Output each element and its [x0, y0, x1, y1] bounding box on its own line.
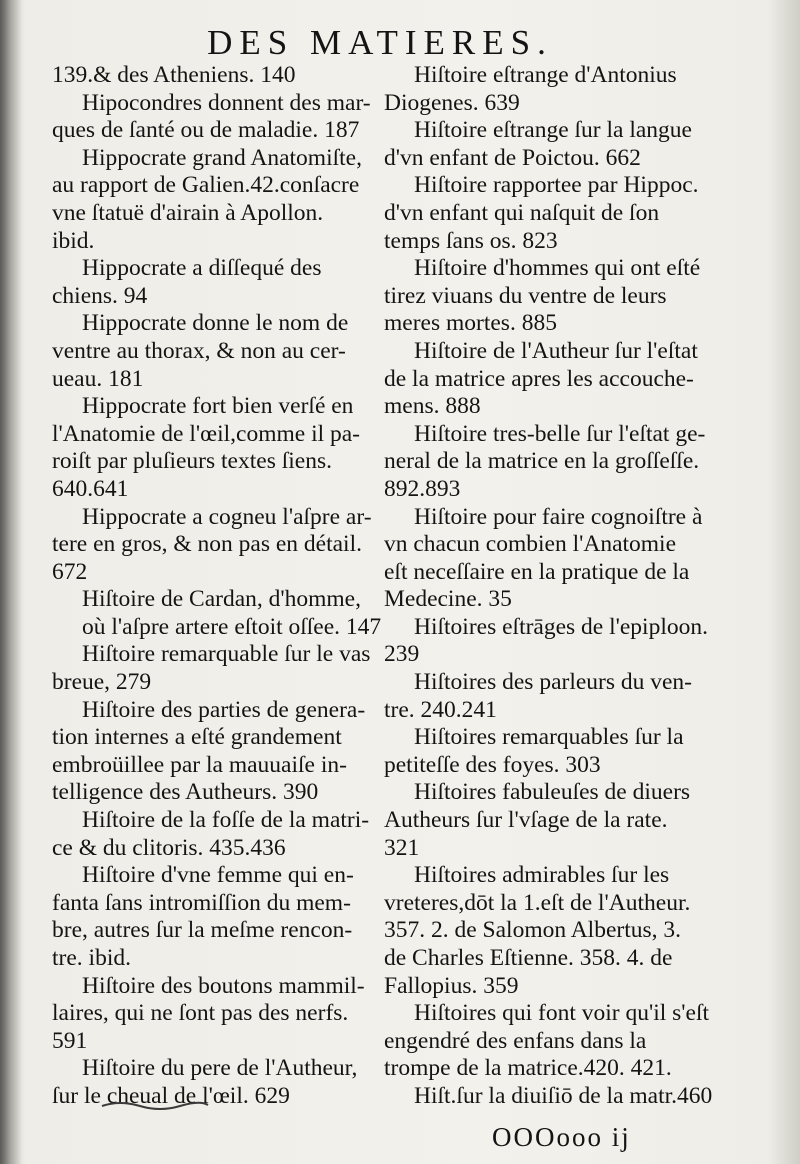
- right-line: mens. 888: [384, 393, 481, 420]
- right-line: de la matrice apres les accouche-: [384, 365, 694, 392]
- right-line: Hiſtoires eſtrāges de l'epiploon.: [414, 613, 708, 640]
- right-line: Hiſtoire pour faire cognoiſtre à: [414, 503, 703, 530]
- right-line: temps ſans os. 823: [384, 227, 558, 254]
- left-line: ibid.: [52, 227, 95, 254]
- right-column: [384, 62, 714, 1111]
- left-line: au rapport de Galien.42.conſacre: [52, 172, 360, 199]
- left-line: vne ſtatuë d'airain à Apollon.: [52, 199, 324, 226]
- left-line: où l'aſpre artere eſtoit oſſee. 147: [82, 613, 382, 640]
- left-line: ſur le cheual de l'œil. 629: [52, 1082, 290, 1109]
- right-line: engendré des enfans dans la: [384, 1027, 647, 1054]
- right-line: Hiſtoire eſtrange ſur la langue: [414, 117, 692, 144]
- left-line: tre. ibid.: [52, 945, 131, 971]
- left-line: Hiſtoire d'vne femme qui en-: [82, 862, 354, 889]
- left-line: Hippocrate donne le nom de: [82, 310, 349, 337]
- right-line: trompe de la matrice.420. 421.: [384, 1055, 672, 1082]
- left-line: Hippocrate a diſſequé des: [82, 255, 322, 282]
- right-line: Hiſtoires des parleurs du ven-: [414, 669, 693, 696]
- right-line: Diogenes. 639: [384, 89, 520, 116]
- page-header: DES MATIERES.: [207, 23, 553, 62]
- right-line: petiteſſe des foyes. 303: [384, 751, 601, 778]
- left-line: ventre au thorax, & non au cer-: [52, 337, 346, 364]
- left-line: tion internes a eſté grandement: [52, 724, 342, 751]
- right-line: vreteres,dōt la 1.eſt de l'Autheur.: [384, 889, 691, 916]
- right-line: neral de la matrice en la groſſeſſe.: [384, 448, 700, 475]
- right-line: Hiſtoires remarquables ſur la: [414, 724, 684, 751]
- right-line: Hiſtoire eſtrange d'Antonius: [414, 62, 677, 88]
- right-line: eſt neceſſaire en la pratique de la: [384, 558, 690, 585]
- left-line: ueau. 181: [52, 365, 144, 392]
- left-line: 139.& des Atheniens. 140: [52, 62, 296, 88]
- binding-shadow: [0, 0, 22, 1164]
- left-line: 672: [52, 558, 88, 585]
- left-line: 640.641: [52, 475, 129, 502]
- left-line: fanta ſans intromiſſion du mem-: [52, 889, 351, 916]
- left-line: ques de ſanté ou de maladie. 187: [52, 117, 360, 144]
- left-line: telligence des Autheurs. 390: [52, 779, 319, 806]
- right-line: tre. 240.241: [384, 696, 497, 723]
- right-line: Hiſtoire tres-belle ſur l'eſtat ge-: [414, 420, 706, 447]
- left-line: Hiſtoire de la foſſe de la matri-: [82, 807, 370, 834]
- left-line: ce & du clitoris. 435.436: [52, 834, 286, 861]
- right-line: Medecine. 35: [384, 586, 512, 613]
- left-line: bre, autres ſur la meſme rencon-: [52, 917, 353, 944]
- left-line: laires, qui ne ſont pas des nerfs.: [52, 1000, 349, 1027]
- left-line: Hippocrate grand Anatomiſte,: [82, 144, 362, 171]
- right-line: Hiſtoire rapportee par Hippoc.: [414, 172, 699, 199]
- left-line: Hippocrate a cogneu l'aſpre ar-: [82, 503, 372, 530]
- left-line: Hiſtoire de Cardan, d'homme,: [82, 586, 361, 613]
- right-line: 892.893: [384, 475, 461, 502]
- right-line: Fallopius. 359: [384, 972, 519, 999]
- left-line: Hiſtoire des boutons mammil-: [82, 972, 365, 999]
- left-line: embroüillee par la mauuaiſe in-: [52, 751, 347, 778]
- left-line: l'Anatomie de l'œil,comme il pa-: [52, 420, 361, 447]
- right-line: Hiſt.ſur la diuiſiō de la matr.460: [414, 1082, 713, 1109]
- right-line: 357. 2. de Salomon Albertus, 3.: [384, 917, 681, 944]
- right-line: 239: [384, 641, 420, 668]
- right-line: d'vn enfant qui naſquit de ſon: [384, 199, 660, 226]
- left-line: Hiſtoire remarquable ſur le vas: [82, 641, 371, 668]
- left-line: tere en gros, & non pas en détail.: [52, 531, 362, 558]
- right-line: meres mortes. 885: [384, 310, 557, 337]
- page-ornament: [100, 1096, 210, 1116]
- right-line: Hiſtoire d'hommes qui ont eſté: [414, 255, 701, 282]
- right-line: tirez viuans du ventre de leurs: [384, 282, 667, 309]
- right-line: 321: [384, 834, 420, 861]
- right-line: d'vn enfant de Poictou. 662: [384, 144, 641, 171]
- signature-mark: OOOooo ij: [492, 1122, 631, 1152]
- right-line: Hiſtoires admirables ſur les: [414, 862, 670, 889]
- right-line: Hiſtoires fabuleuſes de diuers: [414, 779, 691, 806]
- right-line: vn chacun combien l'Anatomie: [384, 531, 677, 558]
- left-line: 591: [52, 1027, 88, 1054]
- left-line: Hiſtoire du pere de l'Autheur,: [82, 1055, 358, 1082]
- right-line: Autheurs ſur l'vſage de la rate.: [384, 807, 668, 834]
- left-line: Hiſtoire des parties de genera-: [82, 696, 366, 723]
- left-line: Hippocrate fort bien verſé en: [82, 393, 354, 420]
- left-line: chiens. 94: [52, 282, 148, 309]
- left-line: Hipocondres donnent des mar-: [82, 89, 371, 116]
- right-line: Hiſtoire de l'Autheur ſur l'eſtat: [414, 337, 698, 364]
- left-column: [52, 62, 382, 1111]
- right-line: Hiſtoires qui font voir qu'il s'eſt: [414, 1000, 710, 1027]
- right-line: de Charles Eſtienne. 358. 4. de: [384, 945, 673, 971]
- left-line: breue, 279: [52, 669, 152, 696]
- left-line: roiſt par pluſieurs textes ſiens.: [52, 448, 332, 475]
